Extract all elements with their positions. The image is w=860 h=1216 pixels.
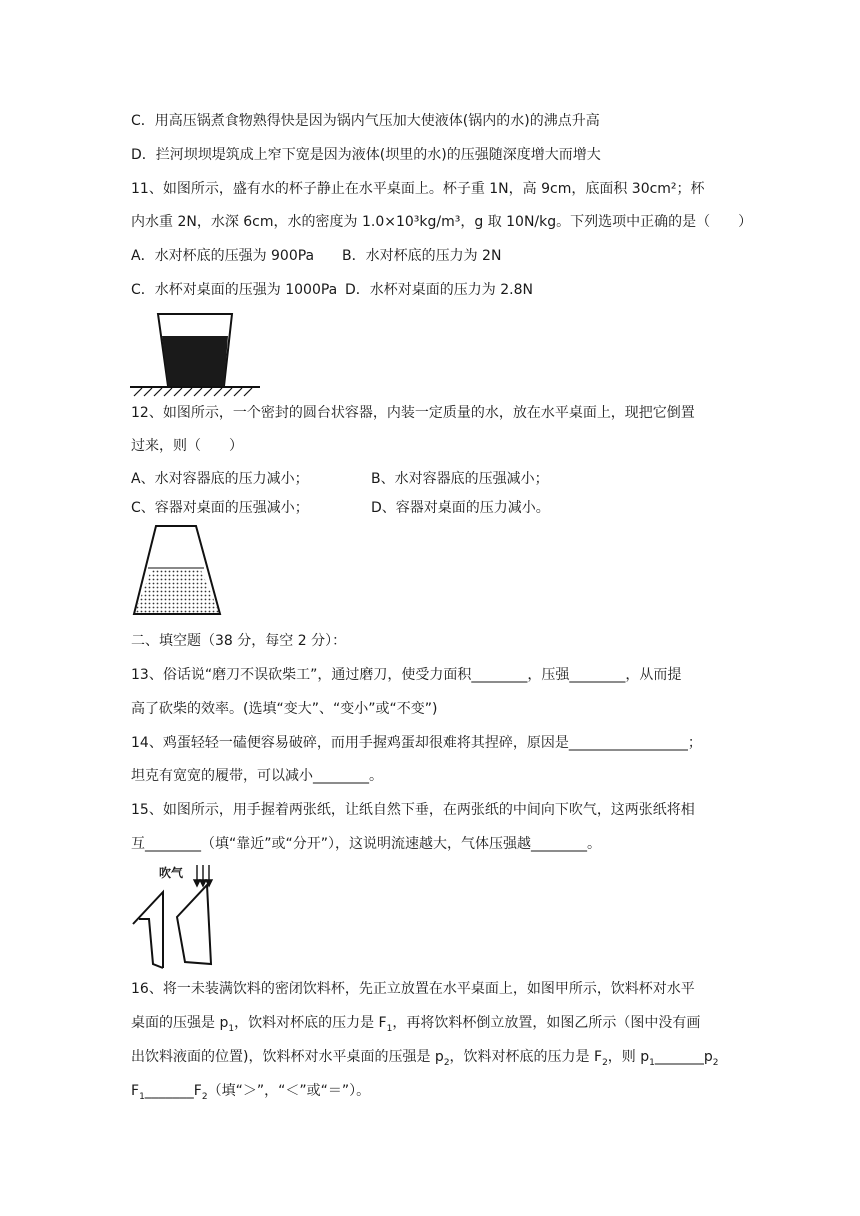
q15-line1: 15、如图所示，用手握着两张纸，让纸自然下垂，在两张纸的中间向下吹气，这两张纸将相 bbox=[131, 802, 695, 818]
q14-line1: 14、鸡蛋轻轻一磕便容易破碎，而用手握鸡蛋却很难将其捏碎，原因是_________________； bbox=[131, 735, 702, 751]
q16-line4 bbox=[131, 1081, 370, 1107]
section-2-heading: 二、填空题（38 分，每空 2 分）： bbox=[131, 633, 347, 649]
q16-sub-1b: 1 bbox=[386, 1023, 393, 1034]
q16-line3-part-b: ，饮料对杯底的压力是 F bbox=[449, 1049, 603, 1065]
q12-stem-line2: 过来，则（ ） bbox=[131, 438, 243, 454]
q16-line1: 16、将一未装满饮料的密闭饮料杯，先正立放置在水平桌面上，如图甲所示，饮料杯对水平 bbox=[131, 981, 695, 997]
q15-line2: 互________（填“靠近”或“分开”），这说明流速越大，气体压强越________。 bbox=[131, 836, 602, 852]
q16-line3 bbox=[131, 1047, 719, 1073]
q13-line2: 高了砍柴的效率。(选填“变大”、“变小”或“不变”) bbox=[131, 701, 438, 717]
q16-sub-2a: 2 bbox=[443, 1057, 450, 1068]
q10-option-c: C．用高压锅煮食物熟得快是因为锅内气压加大使液体(锅内的水)的沸点升高 bbox=[131, 113, 600, 129]
q16-sub-2b: 2 bbox=[602, 1057, 608, 1068]
q11-option-b: B．水对杯底的压力为 2N bbox=[342, 248, 502, 264]
q16-sub-1c: 1 bbox=[649, 1057, 655, 1068]
q12-option-d: D、容器对桌面的压力减小。 bbox=[371, 500, 550, 516]
q12-stem-line1: 12、如图所示，一个密封的圆台状容器，内装一定质量的水，放在水平桌面上，现把它倒置 bbox=[131, 405, 695, 421]
q16-line3-part-c: ，则 p bbox=[607, 1049, 650, 1065]
q16-sub-1d: 1 bbox=[139, 1091, 145, 1102]
q16-line3-part-a: 出饮料液面的位置)，饮料杯对水平桌面的压强是 p bbox=[131, 1049, 444, 1065]
q11-option-c: C．水杯对桌面的压强为 1000Pa bbox=[131, 282, 338, 298]
q11-option-a: A．水对杯底的压强为 900Pa bbox=[131, 248, 315, 264]
q16-line3-part-d: _______p bbox=[654, 1049, 713, 1065]
q16-sub-2d: 2 bbox=[201, 1091, 208, 1102]
q11-stem-line1: 11、如图所示，盛有水的杯子静止在水平桌面上。杯子重 1N，高 9cm，底面积 30cm²；杯 bbox=[131, 181, 705, 197]
paper-blowing-figure bbox=[131, 862, 241, 972]
q13-line1: 13、俗话说“磨刀不误砍柴工”，通过磨刀，使受力面积________，压强________，从而提 bbox=[131, 667, 682, 683]
q16-line2 bbox=[131, 1013, 700, 1039]
frustum-container-figure bbox=[128, 522, 228, 618]
q12-option-b: B、水对容器底的压强减小； bbox=[371, 471, 549, 487]
cup-figure bbox=[128, 308, 263, 398]
q16-line2-part-b: ，饮料对杯底的压力是 F bbox=[234, 1015, 387, 1031]
q14-line2: 坦克有宽宽的履带，可以减小________。 bbox=[131, 768, 383, 784]
q16-sub-1a: 1 bbox=[228, 1023, 235, 1034]
q12-option-a: A、水对容器底的压力减小； bbox=[131, 471, 309, 487]
q12-option-c: C、容器对桌面的压强减小； bbox=[131, 500, 309, 516]
q16-line4-part-a: F bbox=[131, 1083, 140, 1099]
q16-line2-part-c: ，再将饮料杯倒立放置，如图乙所示（图中没有画 bbox=[392, 1015, 701, 1031]
q11-stem-line2: 内水重 2N，水深 6cm，水的密度为 1.0×10³kg/m³，g 取 10N/kg。下列选项中正确的是（ ） bbox=[131, 214, 753, 230]
blow-label: 吹气 bbox=[159, 866, 184, 880]
q16-line2-part-a: 桌面的压强是 p bbox=[131, 1015, 229, 1031]
q10-option-d: D．拦河坝坝堤筑成上窄下宽是因为液体(坝里的水)的压强随深度增大而增大 bbox=[131, 147, 601, 163]
paper-sheets-drawing bbox=[131, 862, 241, 972]
q16-sub-2c: 2 bbox=[712, 1057, 719, 1068]
q16-line4-part-b: _______F bbox=[144, 1083, 202, 1099]
q11-option-d: D．水杯对桌面的压力为 2.8N bbox=[345, 282, 533, 298]
q16-line4-part-c: （填“＞”，“＜”或“＝”）。 bbox=[207, 1083, 371, 1099]
